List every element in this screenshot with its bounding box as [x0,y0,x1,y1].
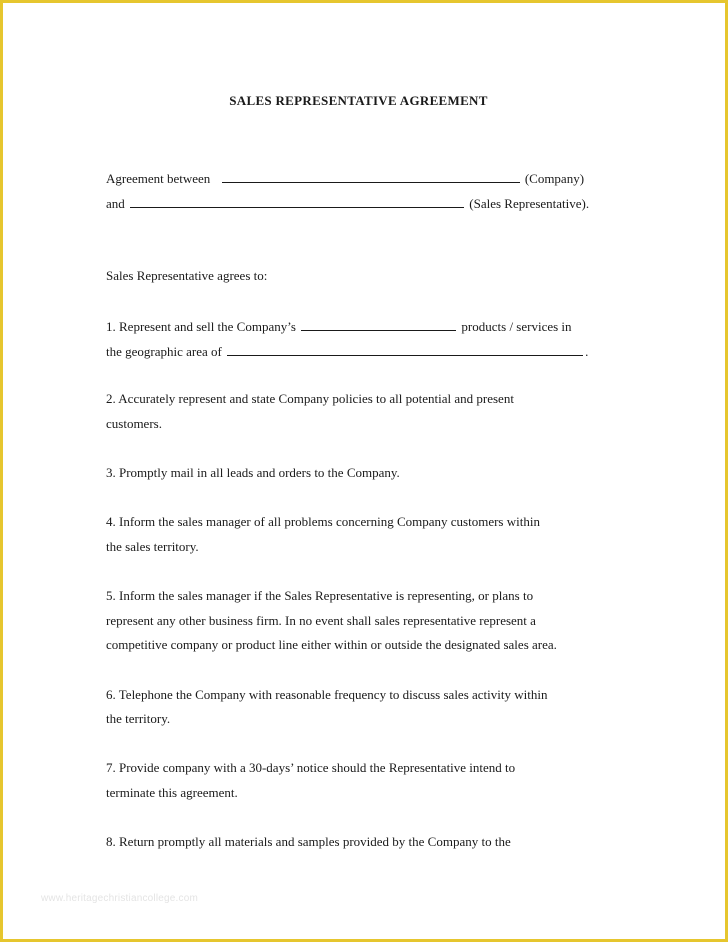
parties-line-representative [106,195,589,212]
parties-line-company [106,170,584,187]
clause-4-line-1: 4. Inform the sales manager of all problems concerning Company customers within [106,514,540,529]
representative-name-blank [130,195,464,208]
parties-line2-suffix: (Sales Representative). [469,196,590,211]
clause-1-line-1 [106,318,572,335]
clause-5-line-1: 5. Inform the sales manager if the Sales Representative is representing, or plans to [106,588,534,603]
clause-2-line-1: 2. Accurately represent and state Company policies to all potential and present [106,391,514,406]
clause-6-line-2: the territory. [106,711,171,726]
company-name-blank [222,170,520,183]
parties-line2-prefix: and [106,196,125,211]
site-watermark: www.heritagechristiancollege.com [41,893,199,904]
clause-1-line-2 [106,343,588,360]
clause-5-line-3: competitive company or product line either within or outside the designated sales area. [106,637,557,652]
parties-line1-prefix: Agreement between [106,171,211,186]
clause-1-text-b: products / services in [461,319,572,334]
clause-6-line-1: 6. Telephone the Company with reasonable frequency to discuss sales activity within [106,687,548,702]
parties-line1-suffix: (Company) [524,171,585,186]
clause-2-line-2: customers. [106,416,162,431]
intro-text: Sales Representative agrees to: [106,268,268,283]
clause-7-line-2: terminate this agreement. [106,785,238,800]
clause-1-text-a: 1. Represent and sell the Company’s [106,319,296,334]
document-title: SALES REPRESENTATIVE AGREEMENT [229,93,488,108]
clause-5-line-2: represent any other business firm. In no event shall sales representative represent a [106,613,536,628]
clause-8-line-1: 8. Return promptly all materials and samples provided by the Company to the [106,834,511,849]
clause-1-text-c: the geographic area of [106,344,222,359]
clause-7-line-1: 7. Provide company with a 30-days’ notice should the Representative intend to [106,760,516,775]
clause-4-line-2: the sales territory. [106,539,199,554]
clause-3-line-1: 3. Promptly mail in all leads and orders to the Company. [106,465,400,480]
geographic-area-blank [227,343,583,356]
products-blank [301,318,456,331]
clause-1-text-d: . [585,344,589,359]
